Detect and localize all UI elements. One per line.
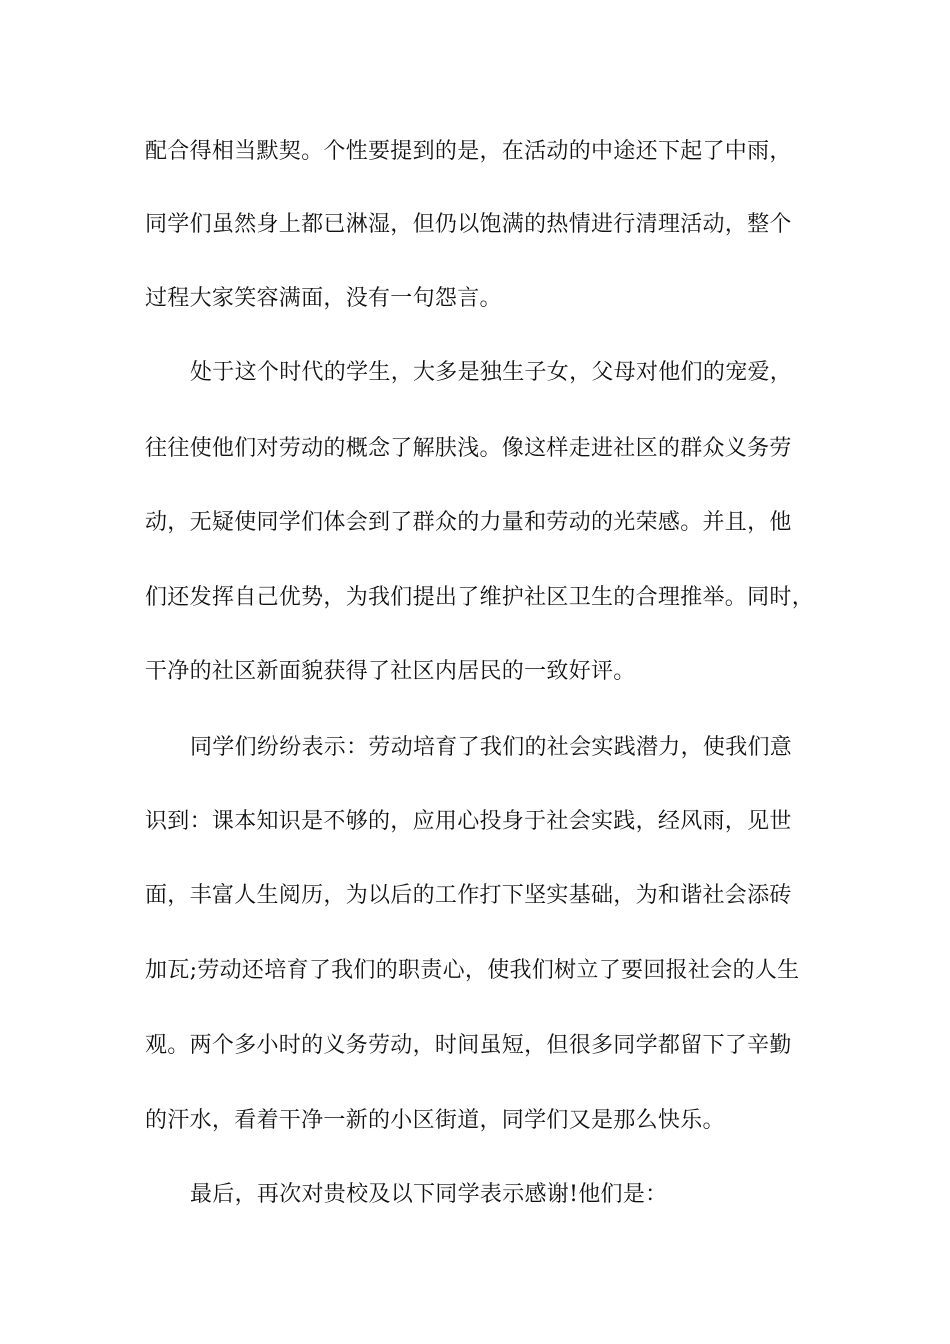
text-line: 识到：课本知识是不够的，应用心投身于社会实践，经风雨，见世 (145, 809, 792, 834)
text-line: 配合得相当默契。个性要提到的是，在活动的中途还下起了中雨， (145, 139, 792, 164)
paragraph-first-line: 同学们纷纷表示：劳动培育了我们的社会实践潜力，使我们意 (190, 735, 793, 760)
text-line: 观。两个多小时的义务劳动，时间虽短，但很多同学都留下了辛勤 (145, 1033, 792, 1058)
paragraph-first-line: 最后，再次对贵校及以下同学表示感谢!他们是： (190, 1182, 668, 1207)
paragraph-first-line: 处于这个时代的学生，大多是独生子女，父母对他们的宠爱， (190, 360, 793, 385)
text-line: 过程大家笑容满面，没有一句怨言。 (145, 286, 502, 311)
text-line: 的汗水，看着干净一新的小区街道，同学们又是那么快乐。 (145, 1108, 725, 1133)
text-line: 干净的社区新面貌获得了社区内居民的一致好评。 (145, 659, 636, 684)
text-line: 同学们虽然身上都已淋湿，但仍以饱满的热情进行清理活动，整个 (145, 212, 792, 237)
text-line: 加瓦;劳动还培育了我们的职责心，使我们树立了要回报社会的人生 (145, 958, 800, 983)
text-line: 们还发挥自己优势，为我们提出了维护社区卫生的合理推举。同时， (145, 585, 815, 610)
text-line: 面，丰富人生阅历，为以后的工作打下坚实基础，为和谐社会添砖 (145, 883, 792, 908)
text-line: 动，无疑使同学们体会到了群众的力量和劳动的光荣感。并且，他 (145, 510, 792, 535)
text-line: 往往使他们对劳动的概念了解肤浅。像这样走进社区的群众义务劳 (145, 436, 792, 461)
